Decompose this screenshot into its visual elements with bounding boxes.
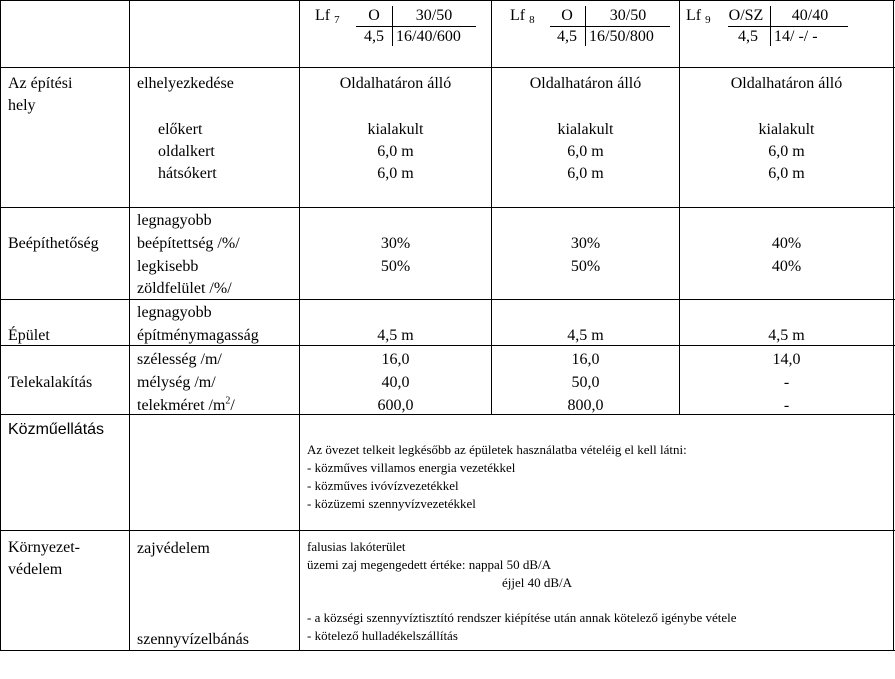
plot-size-lf7: 600,0 [377,397,414,414]
site-rear-lf8: 6,0 m [567,165,604,182]
zone-lf: Lf [510,7,526,24]
utilities-line-3: - közműves ivóvízvezetékkel [307,478,459,493]
noise-protection-label: zajvédelem [137,540,210,557]
site-placement-label: elhelyezkedése [137,75,234,92]
utilities-line-4: - közüzemi szennyvízvezetékkel [307,496,476,511]
buildability-sub-4: zöldfelület /%/ [137,280,232,297]
zone-type: O/SZ [728,7,764,24]
environment-line-1: falusias lakóterület [307,539,406,554]
site-placement-lf9: Oldalhatáron álló [730,75,843,92]
environment-line-2: üzemi zaj megengedett értéke: nappal 50 dB/A [307,557,552,572]
buildability-sub-1: legnagyobb [137,212,212,229]
row-divider-site [0,207,895,208]
row-divider-buildability [0,299,895,300]
table-border-bottom [0,650,895,651]
plot-width-label: szélesség /m/ [137,351,222,368]
plot-depth-lf9: - [783,374,790,391]
height-lf8: 4,5 m [567,327,604,344]
site-front-lf7: kialakult [367,121,424,138]
row-label-building: Épület [8,327,50,344]
environment-line-5: - kötelező hulladékelszállítás [307,628,458,643]
environment-line-4: - a községi szennyvíztisztító rendszer kiépítése után annak kötelező igénybe vétele [307,610,737,625]
zone-ratio: 40/40 [791,7,829,24]
plot-size-lf8: 800,0 [567,397,604,414]
site-front-lf9: kialakult [758,121,815,138]
zone-number: 9 [705,14,711,26]
buildability-sub-2: beépítettség /%/ [137,235,240,252]
row-label-environment-1: Környezet- [8,539,80,556]
zone-type: O [368,7,380,24]
site-side-lf9: 6,0 m [768,143,805,160]
building-sub-2: építménymagasság [137,327,259,344]
zone-ratio: 30/50 [609,7,647,24]
zone-plot: 14/ -/ - [774,28,818,45]
zone-plot: 16/40/600 [396,28,461,45]
plot-depth-lf8: 50,0 [571,374,600,391]
coverage-lf9: 40% [771,235,802,252]
zone-height: 4,5 [557,28,577,45]
zone-number: 8 [529,14,535,26]
row-label-utilities: Közműellátás [8,421,105,438]
zone-divider [770,6,771,46]
plot-depth-lf7: 40,0 [381,374,410,391]
site-front-label: előkert [158,121,203,138]
coverage-lf7: 30% [380,235,411,252]
table-border-right [893,0,894,651]
site-rear-lf7: 6,0 m [377,165,414,182]
col-divider-1 [129,0,130,651]
zone-divider [392,6,393,46]
zone-plot: 16/50/800 [589,28,654,45]
site-placement-lf8: Oldalhatáron álló [529,75,642,92]
site-side-lf7: 6,0 m [377,143,414,160]
plot-width-lf8: 16,0 [571,351,600,368]
green-lf7: 50% [380,258,411,275]
row-label-buildability: Beépíthetőség [8,235,99,252]
zone-lf: Lf [686,7,702,24]
sewage-label: szennyvízelbánás [137,631,249,648]
site-rear-lf9: 6,0 m [768,165,805,182]
row-divider-header [0,67,895,68]
building-sub-1: legnagyobb [137,304,212,321]
table-border-top [0,0,895,1]
utilities-line-1: Az övezet telkeit legkésőbb az épületek használatba vételéig el kell látni: [307,442,687,457]
green-lf8: 50% [570,258,601,275]
plot-width-lf9: 14,0 [772,351,801,368]
coverage-lf8: 30% [570,235,601,252]
zone-height: 4,5 [738,28,758,45]
row-label-plot: Telekalakítás [8,374,93,391]
green-lf9: 40% [771,258,802,275]
row-label-environment-2: védelem [8,561,63,578]
plot-size-lf9: - [783,397,790,414]
plot-size-label: telekméret $/m^2/$ [137,395,235,414]
buildability-sub-3: legkisebb [137,258,199,275]
height-lf7: 4,5 m [377,327,414,344]
row-divider-utilities [0,530,895,531]
site-side-lf8: 6,0 m [567,143,604,160]
utilities-line-2: - közműves villamos energia vezetékkel [307,460,516,475]
site-placement-lf7: Oldalhatáron álló [339,75,452,92]
zone-divider [585,6,586,46]
zone-ratio: 30/50 [415,7,453,24]
zone-lf: Lf [315,7,331,24]
site-rear-label: hátsókert [158,165,217,182]
site-side-label: oldalkert [158,143,215,160]
environment-line-3: éjjel 40 dB/A [502,575,573,590]
zone-type: O [561,7,573,24]
zone-height: 4,5 [364,28,384,45]
site-front-lf8: kialakult [557,121,614,138]
height-lf9: 4,5 m [768,327,805,344]
zone-number: 7 [334,14,340,26]
plot-width-lf7: 16,0 [381,351,410,368]
row-label-site-2: hely [8,97,36,114]
table-border-left [0,0,1,651]
row-label-site-1: Az építési [8,75,73,92]
plot-depth-label: mélység /m/ [137,374,216,391]
